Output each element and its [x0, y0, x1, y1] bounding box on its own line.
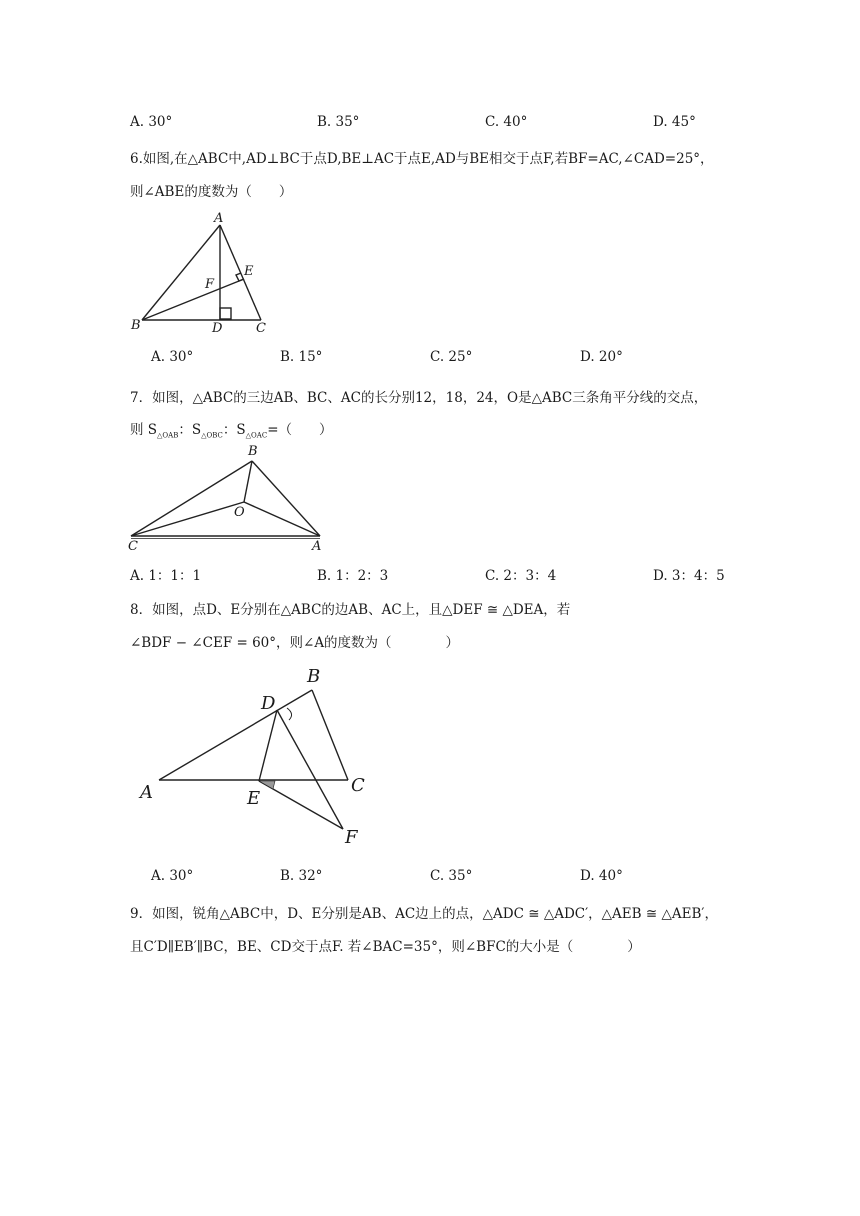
q7-segment-oa: [244, 502, 320, 536]
q6-label-e: E: [244, 264, 254, 279]
q5-option-c[interactable]: C. 40°: [485, 114, 528, 130]
q8-side-bc: [312, 690, 348, 780]
q7-figure: [125, 440, 335, 555]
q7-line2-suffix: =（ ）: [267, 422, 333, 438]
q8-label-f: F: [345, 827, 358, 848]
q8-segment-de: [259, 710, 277, 781]
q7-segment-ob: [244, 461, 252, 502]
q7-stem-line2: [130, 418, 333, 440]
q5-option-b[interactable]: B. 35°: [317, 114, 360, 130]
q5-option-d[interactable]: D. 45°: [653, 114, 696, 130]
q8-label-a: A: [140, 782, 153, 803]
q7-label-o: O: [234, 505, 245, 520]
q7-stem-line1: 7．如图，△ABC的三边AB、BC、AC的长分别12，18，24，O是△ABC三条角平分线的交点，: [130, 390, 708, 406]
q7-option-c[interactable]: C. 2：3：4: [485, 568, 557, 584]
q7-side-ba: [252, 461, 320, 536]
q7-label-c: C: [128, 539, 138, 554]
q6-option-b[interactable]: B. 15°: [280, 349, 323, 365]
q8-option-c[interactable]: C. 35°: [430, 868, 473, 884]
q6-option-c[interactable]: C. 25°: [430, 349, 473, 365]
q7-sub-oac: △OAC: [245, 431, 268, 440]
q7-sub-obc: △OBC: [201, 431, 223, 440]
q9-stem-line2: 且C′D∥EB′∥BC，BE、CD交于点F. 若∠BAC=35°，则∠BFC的大小是（ ）: [130, 939, 641, 955]
q6-altitude-be: [142, 279, 244, 320]
q8-option-a[interactable]: A. 30°: [151, 868, 194, 884]
q7-sep-2: ：S: [222, 422, 246, 438]
q6-option-a[interactable]: A. 30°: [151, 349, 194, 365]
q9-stem-line1: 9．如图，锐角△ABC中，D、E分别是AB、AC边上的点，△ADC ≅ △ADC′，△AEB ≅ △AEB′，: [130, 906, 718, 922]
q8-label-b: B: [307, 666, 321, 687]
q6-side-ab: [142, 225, 220, 320]
q8-option-d[interactable]: D. 40°: [580, 868, 623, 884]
q6-right-angle-d: [220, 308, 231, 319]
q7-option-d[interactable]: D. 3：4：5: [653, 568, 725, 584]
q7-sep-1: ：S: [178, 422, 202, 438]
q6-figure: [125, 205, 285, 340]
q8-figure: [135, 658, 385, 853]
q7-option-a[interactable]: A. 1：1：1: [130, 568, 202, 584]
q7-side-cb: [131, 461, 252, 536]
q8-angle-arc-d: [287, 708, 292, 720]
q8-label-e: E: [247, 788, 261, 809]
q8-angle-mark-e: [259, 781, 275, 789]
q7-option-b[interactable]: B. 1：2：3: [317, 568, 389, 584]
q6-label-c: C: [256, 321, 266, 336]
q8-stem-line1: 8．如图，点D、E分别在△ABC的边AB、AC上，且△DEF ≅ △DEA，若: [130, 602, 571, 618]
q8-option-b[interactable]: B. 32°: [280, 868, 323, 884]
q6-option-d[interactable]: D. 20°: [580, 349, 623, 365]
q6-stem-line2: 则∠ABE的度数为（ ）: [130, 184, 293, 200]
q6-stem-line1: 6.如图,在△ABC中,AD⊥BC于点D,BE⊥AC于点E,AD与BE相交于点F,若BF=AC,∠CAD=25°，: [130, 151, 714, 167]
q8-side-ab: [159, 690, 312, 780]
q5-option-a[interactable]: A. 30°: [130, 114, 173, 130]
q6-label-f: F: [205, 277, 215, 292]
q7-label-b: B: [248, 444, 258, 459]
q6-label-a: A: [214, 211, 224, 226]
q7-segment-oc: [131, 502, 244, 536]
q7-sub-oab: △OAB: [157, 431, 179, 440]
q6-label-d: D: [212, 321, 223, 336]
q6-label-b: B: [131, 318, 141, 333]
q8-label-c: C: [351, 775, 365, 796]
q8-stem-line2: ∠BDF − ∠CEF = 60°，则∠A的度数为（ ）: [130, 635, 460, 651]
q7-line2-prefix: 则 S: [130, 422, 158, 438]
q8-label-d: D: [261, 693, 276, 714]
q7-label-a: A: [312, 539, 322, 554]
q8-segment-df: [277, 710, 343, 829]
